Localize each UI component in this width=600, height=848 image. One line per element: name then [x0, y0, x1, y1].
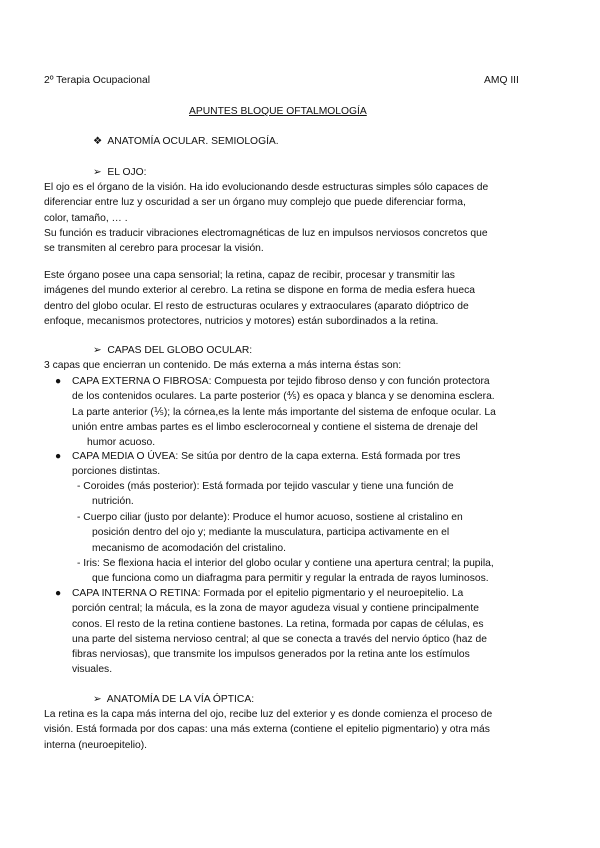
text-line: conos. El resto de la retina contiene bastones. La retina, formada por capas de células, es	[72, 618, 484, 630]
text-line: - Coroides (más posterior): Está formada por tejido vascular y tiene una función de	[77, 481, 454, 492]
text-line: enfoque, mecanismos protectores, nutricios y motores) están subordinados a la retina.	[44, 315, 439, 327]
text-line: Su función es traducir vibraciones electromagnéticas de luz en impulsos nerviosos concretos que	[44, 227, 488, 239]
list-item-middle-layer	[72, 449, 460, 480]
text-line: - Cuerpo ciliar (justo por delante): Produce el humor acuoso, sostiene al cristalino en	[77, 512, 463, 523]
subheading-optic-pathway	[93, 692, 254, 707]
text-line: CAPA INTERNA O RETINA: Formada por el epitelio pigmentario y el neuroepitelio. La	[72, 588, 464, 599]
text-line: interna (neuroepitelio).	[44, 739, 148, 751]
text-line: visión. Está formada por dos capas: una más externa (contiene el epitelio pigmentario) y otra más	[44, 724, 490, 736]
arrow-icon: ➢	[93, 167, 102, 178]
header-course: 2º Terapia Ocupacional	[44, 75, 151, 86]
text-line: diferenciar entre luz y oscuridad a ser un órgano muy complejo que puede diferenciar forma,	[44, 197, 466, 209]
text-line: nutrición.	[92, 496, 134, 508]
text-line: visuales.	[72, 664, 113, 676]
sublist-item-iris	[77, 556, 494, 587]
paragraph-eye-1	[44, 180, 488, 256]
subheading-layers	[93, 343, 252, 358]
paragraph-optic-pathway	[44, 707, 492, 753]
subheading-eye	[93, 165, 146, 180]
subheading-eye-text: EL OJO:	[107, 167, 147, 178]
subheading-layers-text: CAPAS DEL GLOBO OCULAR:	[107, 345, 253, 356]
text-line: que funciona como un diafragma para permitir y regular la entrada de rayos luminosos.	[92, 573, 489, 585]
text-line: dentro del globo ocular. El resto de estructuras oculares y extraoculares (aparato dióptrico de	[44, 300, 469, 312]
text-line: de los contenidos oculares. La parte posterior (⅘) es opaca y blanca y se denomina esclera.	[72, 391, 495, 403]
section-heading-text: ANATOMÍA OCULAR. SEMIOLOGÍA.	[107, 136, 279, 147]
text-line: CAPA MEDIA O ÚVEA: Se sitúa por dentro de la capa externa. Está formada por tres	[72, 451, 461, 462]
text-line: El ojo es el órgano de la visión. Ha ido evolucionando desde estructuras simples sólo capaces de	[44, 182, 489, 193]
header-subject: AMQ III	[484, 75, 519, 86]
section-heading	[93, 134, 279, 149]
subheading-optic-pathway-text: ANATOMÍA DE LA VÍA ÓPTICA:	[106, 694, 255, 705]
text-line: mecanismo de acomodación del cristalino.	[92, 542, 287, 554]
text-line: color, tamaño, … .	[44, 212, 128, 224]
text-line: humor acuoso.	[87, 437, 156, 449]
arrow-icon: ➢	[93, 694, 102, 705]
bullet-icon: ●	[55, 451, 62, 462]
text-line: se transmiten al cerebro para procesar la visión.	[44, 243, 264, 255]
text-line: imágenes del mundo exterior al cerebro. La retina se dispone en forma de media esfera hueca	[44, 285, 476, 297]
text-line: una parte del sistema nervioso central; al que se conecta a través del nervio óptico (haz de	[72, 633, 487, 645]
text-line: CAPA EXTERNA O FIBROSA: Compuesta por tejido fibroso denso y con función protectora	[72, 376, 490, 387]
text-line: Este órgano posee una capa sensorial; la retina, capaz de recibir, procesar y transmitir las	[44, 270, 455, 281]
paragraph-eye-2	[44, 268, 475, 329]
text-line: porciones distintas.	[72, 466, 161, 478]
bullet-icon: ●	[55, 376, 62, 387]
text-line: La parte anterior (⅕); la córnea,es la lente más importante del sistema de enfoque ocular. La	[72, 406, 496, 418]
layers-intro: 3 capas que encierran un contenido. De más externa a más interna éstas son:	[44, 360, 402, 371]
list-item-external-layer	[72, 374, 496, 450]
page-title: APUNTES BLOQUE OFTALMOLOGÍA	[189, 106, 367, 117]
bullet-icon: ●	[55, 588, 62, 599]
text-line: unión entre ambas partes es el limbo esclerocorneal y contiene el sistema de drenaje del	[72, 421, 478, 433]
text-line: porción central; la mácula, es la zona de mayor agudeza visual y contiene principalmente	[72, 603, 479, 615]
list-item-internal-layer	[72, 586, 487, 678]
arrow-icon: ➢	[93, 345, 102, 356]
text-line: fibras nerviosas), que transmite los impulsos generados por la retina ante los estímulos	[72, 649, 470, 661]
sublist-item-coroides	[77, 479, 454, 510]
text-line: - Iris: Se flexiona hacia el interior del globo ocular y contiene una apertura central; la pupila,	[77, 558, 494, 569]
sublist-item-ciliary-body	[77, 510, 463, 556]
text-line: La retina es la capa más interna del ojo, recibe luz del exterior y es donde comienza el proceso de	[44, 709, 493, 720]
diamond-bullet-icon: ❖	[93, 136, 103, 147]
text-line: posición dentro del ojo y; mediante la musculatura, participa activamente en el	[92, 527, 450, 539]
